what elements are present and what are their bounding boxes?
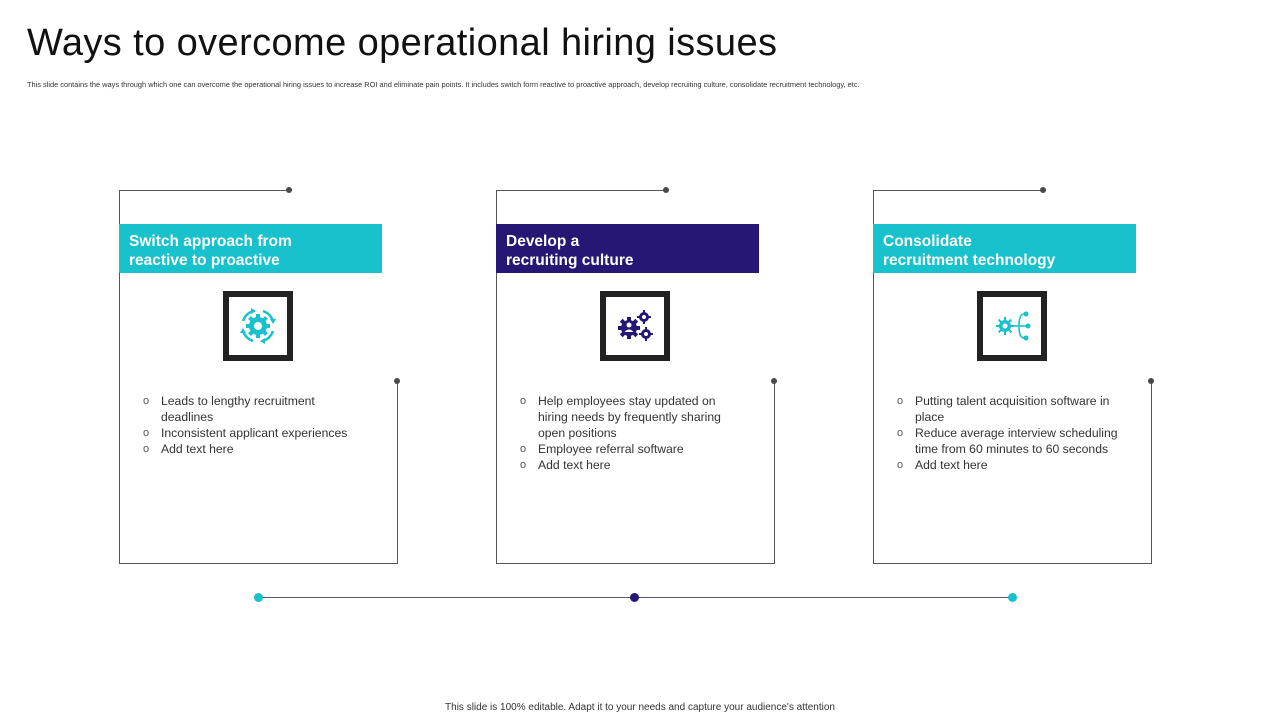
timeline-dot xyxy=(630,593,639,602)
card-consolidate-technology xyxy=(873,190,1153,564)
connector-dot xyxy=(1148,378,1154,384)
timeline-dot xyxy=(254,593,263,602)
gears-icon xyxy=(600,291,670,361)
connector-dot xyxy=(771,378,777,384)
connector-dot xyxy=(286,187,292,193)
list-item: o Reduce average interview scheduling time from 60 minutes to 60 seconds xyxy=(897,425,1123,457)
slide-footer: This slide is 100% editable. Adapt it to your needs and capture your audience's attention xyxy=(445,702,835,713)
slide-subtitle: This slide contains the ways through which one can overcome the operational hiring issues to increase ROI and eliminate pain points. It includes switch form reactive to proactive approach, develop recruiting culture, consolidate recruitment technology, etc. xyxy=(27,80,860,89)
card-switch-approach xyxy=(119,190,399,564)
card-border-bottom xyxy=(873,563,1152,564)
card-bullet-list xyxy=(520,393,746,473)
list-item: o Putting talent acquisition software in place xyxy=(897,393,1123,425)
card-bullet-list xyxy=(897,393,1123,473)
connector-dot xyxy=(394,378,400,384)
card-recruiting-culture xyxy=(496,190,776,564)
list-item: o Help employees stay updated on hiring needs by frequently sharing open positions xyxy=(520,393,746,441)
connector-dot xyxy=(663,187,669,193)
list-item: o Add text here xyxy=(897,457,1123,473)
card-header-line: Switch approach from xyxy=(129,233,292,250)
card-header-line: Consolidate xyxy=(883,233,972,250)
card-header-line: Develop a xyxy=(506,233,580,250)
card-header xyxy=(119,224,382,273)
list-item: o Add text here xyxy=(520,457,746,473)
card-header xyxy=(873,224,1136,273)
card-border-top xyxy=(873,190,1043,191)
list-item: o Add text here xyxy=(143,441,369,457)
card-border-bottom xyxy=(119,563,398,564)
card-border-top xyxy=(119,190,289,191)
card-header-line: recruiting culture xyxy=(506,252,634,269)
card-border-right xyxy=(397,381,398,564)
connector-dot xyxy=(1040,187,1046,193)
list-item: o Employee referral software xyxy=(520,441,746,457)
timeline-dot xyxy=(1008,593,1017,602)
gear-network-icon xyxy=(977,291,1047,361)
slide-title: Ways to overcome operational hiring issues xyxy=(27,22,778,64)
card-border-right xyxy=(1151,381,1152,564)
list-item: o Leads to lengthy recruitment deadlines xyxy=(143,393,369,425)
card-border-bottom xyxy=(496,563,775,564)
card-bullet-list xyxy=(143,393,369,457)
card-border-top xyxy=(496,190,666,191)
card-header xyxy=(496,224,759,273)
card-header-line: recruitment technology xyxy=(883,252,1056,269)
card-header-line: reactive to proactive xyxy=(129,252,280,269)
gear-cycle-icon xyxy=(223,291,293,361)
card-border-right xyxy=(774,381,775,564)
list-item: o Inconsistent applicant experiences xyxy=(143,425,369,441)
